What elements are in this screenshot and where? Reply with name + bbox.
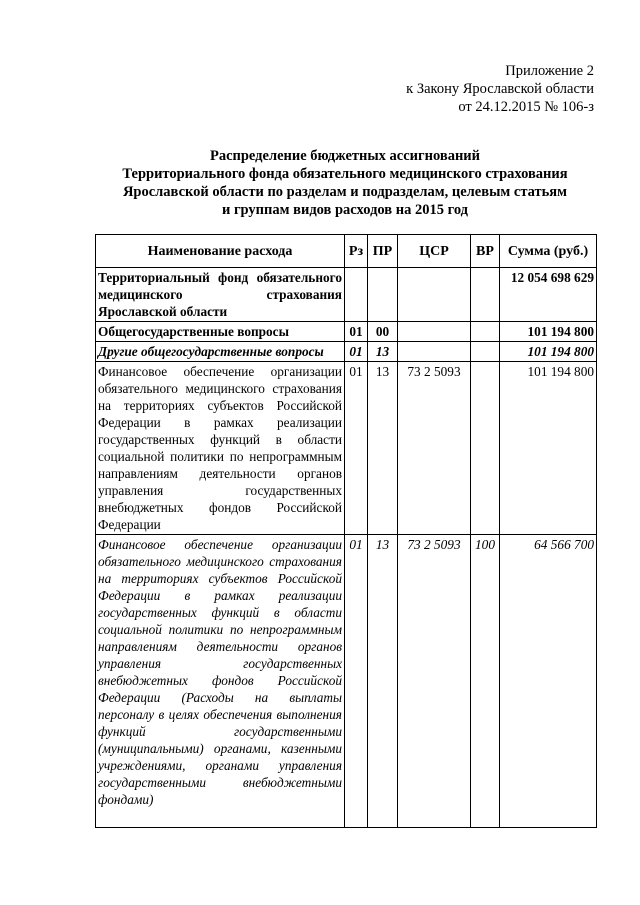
row-name: Другие общегосударственные вопросы — [96, 342, 345, 362]
row-csr: 73 2 5093 — [398, 535, 471, 828]
table-header-row — [96, 235, 597, 268]
row-vr — [471, 342, 500, 362]
table-row — [96, 362, 597, 535]
title-line: Территориального фонда обязательного медицинского страхования — [122, 166, 568, 182]
row-rz: 01 — [345, 322, 368, 342]
header-rz: Рз — [345, 235, 368, 268]
header-csr: ЦСР — [398, 235, 471, 268]
title-line: Распределение бюджетных ассигнований — [209, 148, 481, 164]
row-csr: 73 2 5093 — [398, 362, 471, 535]
row-pr: 00 — [368, 322, 398, 342]
table-row — [96, 342, 597, 362]
appendix-number: Приложение 2 — [505, 63, 594, 79]
row-csr — [398, 322, 471, 342]
row-vr — [471, 268, 500, 322]
row-csr — [398, 268, 471, 322]
row-sum: 12 054 698 629 — [500, 268, 597, 322]
appendix-header — [406, 62, 594, 116]
row-pr — [368, 268, 398, 322]
row-pr: 13 — [368, 362, 398, 535]
row-sum: 101 194 800 — [500, 362, 597, 535]
row-sum: 101 194 800 — [500, 342, 597, 362]
budget-table — [95, 234, 597, 828]
row-rz: 01 — [345, 342, 368, 362]
row-vr — [471, 362, 500, 535]
table-row — [96, 268, 597, 322]
table-row — [96, 535, 597, 828]
row-rz: 01 — [345, 362, 368, 535]
title-line: и группам видов расходов на 2015 год — [221, 202, 469, 218]
row-name: Финансовое обеспечение организации обязательного медицинского страхования на территориях субъектов Российской Федерации в рамках реализации государственных функций в области социальной политики по непрограммным направлениям деятельности органов управления государственных внебюджетных фондов Российской Федерации (Расходы на выплаты персоналу в целях обеспечения выполнения функций государственными (муниципальными) органами, казенными учреждениями, органами управления государственными внебюджетными фондами) — [96, 535, 345, 828]
row-sum: 101 194 800 — [500, 322, 597, 342]
row-csr — [398, 342, 471, 362]
row-vr: 100 — [471, 535, 500, 828]
appendix-law: к Закону Ярославской области — [406, 81, 594, 97]
header-name: Наименование расхода — [96, 235, 345, 268]
header-pr: ПР — [368, 235, 398, 268]
row-rz — [345, 268, 368, 322]
header-sum: Сумма (руб.) — [500, 235, 597, 268]
row-pr: 13 — [368, 535, 398, 828]
row-vr — [471, 322, 500, 342]
row-rz: 01 — [345, 535, 368, 828]
row-sum: 64 566 700 — [500, 535, 597, 828]
row-name: Финансовое обеспечение организации обязательного медицинского страхования на территориях субъектов Российской Федерации в рамках реализации государственных функций в области социальной политики по непрограммным направлениям деятельности органов управления государственных внебюджетных фондов Российской Федерации — [96, 362, 345, 535]
title-line: Ярославской области по разделам и подразделам, целевым статьям — [122, 184, 568, 200]
header-vr: ВР — [471, 235, 500, 268]
table-row — [96, 322, 597, 342]
document-title — [96, 147, 594, 219]
row-name: Общегосударственные вопросы — [96, 322, 345, 342]
row-pr: 13 — [368, 342, 398, 362]
row-name: Территориальный фонд обязательного медицинского страхования Ярославской области — [96, 268, 345, 322]
appendix-date: от 24.12.2015 № 106-з — [458, 99, 594, 115]
